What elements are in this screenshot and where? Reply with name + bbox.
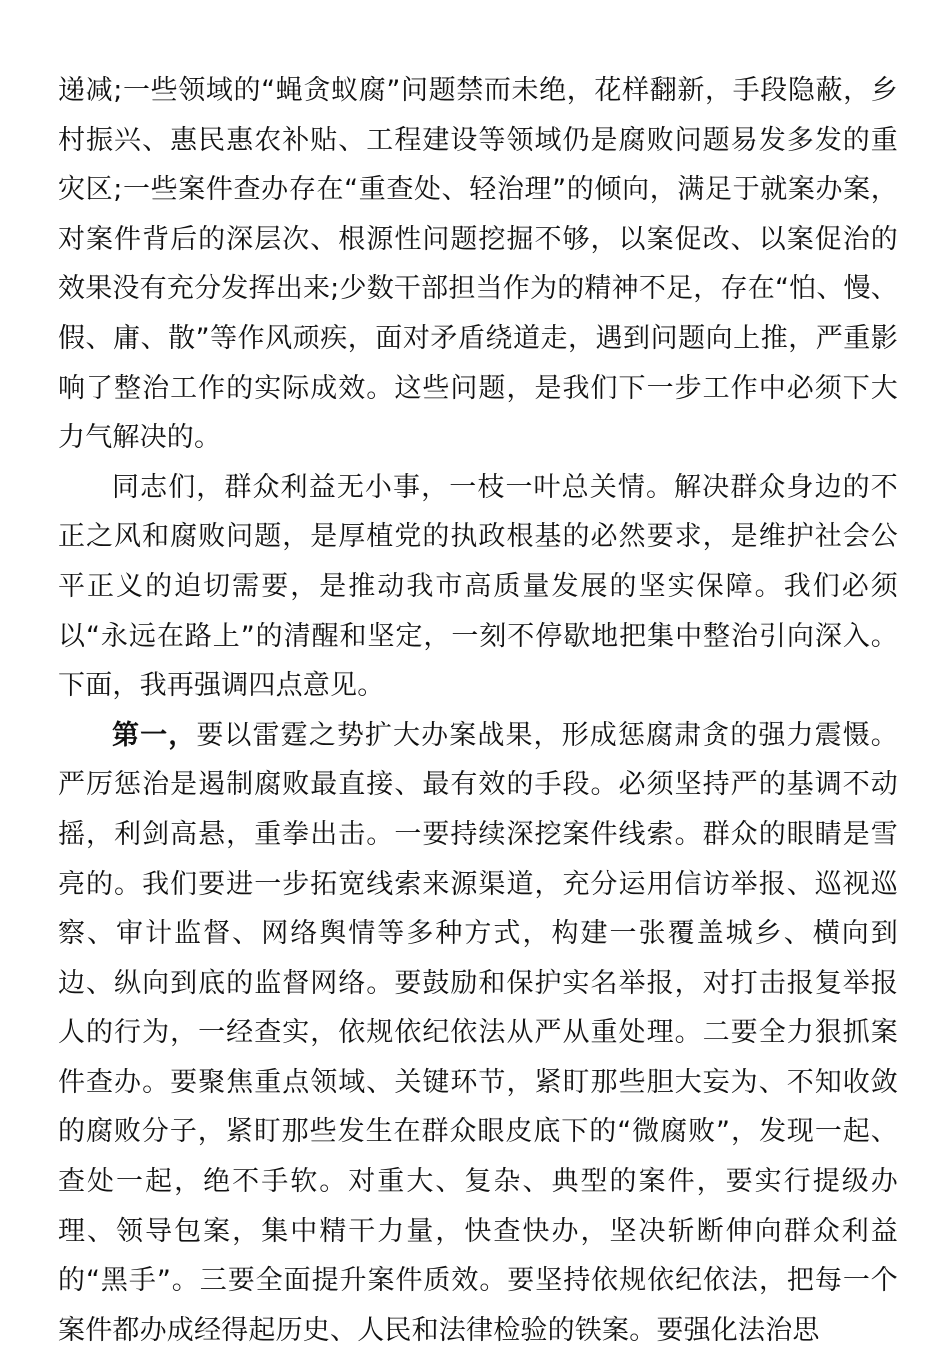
- paragraph-2: 同志们，群众利益无小事，一枝一叶总关情。解决群众身边的不正之风和腐败问题，是厚植党的执政根基的必然要求，是维护社会公平正义的迫切需要，是推动我市高质量发展的坚实保障。我们必须以“永远在路上”的清醒和坚定，一刻不停歇地把集中整治引向深入。下面，我再强调四点意见。: [58, 471, 898, 702]
- paragraph-3-lead: 第一，: [112, 719, 197, 751]
- paragraph-1: 递减;一些领域的“蝇贪蚁腐”问题禁而未绝，花样翻新，手段隐蔽，乡村振兴、惠民惠农补贴、工程建设等领域仍是腐败问题易发多发的重灾区;一些案件查办存在“重查处、轻治理”的倾向，满足于就案办案，对案件背后的深层次、根源性问题挖掘不够，以案促改、以案促治的效果没有充分发挥出来;少数干部担当作为的精神不足，存在“怕、慢、假、庸、散”等作风顽疾，面对矛盾绕道走，遇到问题向上推，严重影响了整治工作的实际成效。这些问题，是我们下一步工作中必须下大力气解决的。: [58, 75, 898, 454]
- paragraph-3: [58, 711, 898, 1355]
- paragraph-3-text: 要以雷霆之势扩大办案战果，形成惩腐肃贪的强力震慑。严厉惩治是遏制腐败最直接、最有效的手段。必须坚持严的基调不动摇，利剑高悬，重拳出击。一要持续深挖案件线索。群众的眼睛是雪亮的。我们要进一步拓宽线索来源渠道，充分运用信访举报、巡视巡察、审计监督、网络舆情等多种方式，构建一张覆盖城乡、横向到边、纵向到底的监督网络。要鼓励和保护实名举报，对打击报复举报人的行为，一经查实，依规依纪依法从严从重处理。二要全力狠抓案件查办。要聚焦重点领域、关键环节，紧盯那些胆大妄为、不知收敛的腐败分子，紧盯那些发生在群众眼皮底下的“微腐败”，发现一起、查处一起，绝不手软。对重大、复杂、典型的案件，要实行提级办理、领导包案，集中精干力量，快查快办，坚决斩断伸向群众利益的“黑手”。三要全面提升案件质效。要坚持依规依纪依法，把每一个案件都办成经得起历史、人民和法律检验的铁案。要强化法治思: [58, 719, 898, 1346]
- body-text: [58, 66, 898, 1355]
